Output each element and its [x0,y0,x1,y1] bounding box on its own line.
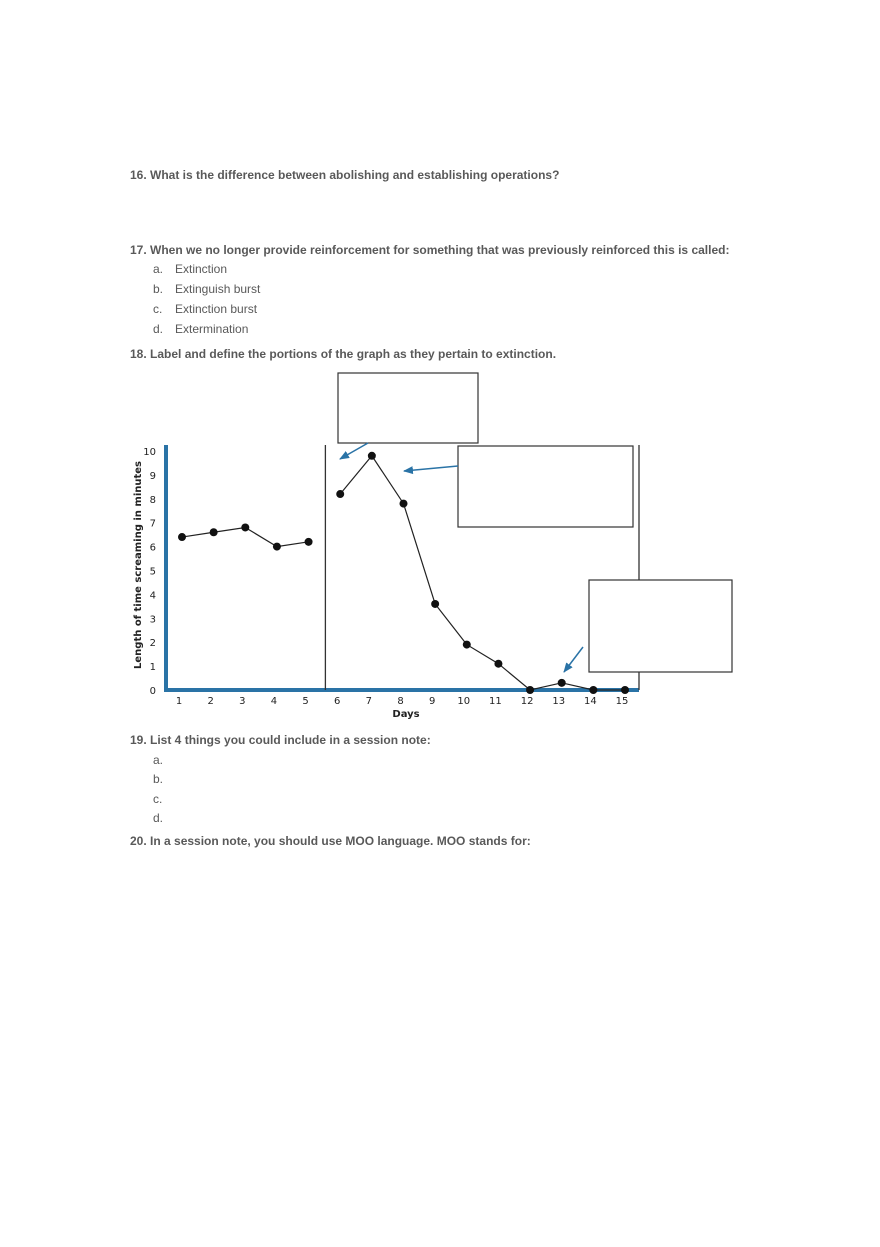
data-point [463,641,471,649]
option-text: Extermination [175,322,249,336]
label-box-2 [458,446,633,527]
data-point [526,686,534,694]
x-tick-label: 7 [365,696,373,707]
x-tick-label: 3 [239,696,246,707]
label-box-3 [589,580,732,672]
data-point [368,452,376,460]
data-point [241,523,249,531]
x-tick-label: 4 [270,696,278,707]
y-tick-label: 3 [149,614,156,626]
option-letter: a. [153,262,164,276]
question-19: 19. List 4 things you could include in a session note: [130,733,431,747]
y-tick-label: 2 [149,638,156,650]
x-tick-label: 14 [583,696,597,707]
arrow-to-box-2 [404,466,458,471]
y-tick-label: 6 [149,542,156,554]
data-point [178,533,186,541]
y-tick-label: 8 [149,494,156,506]
y-tick-label: 7 [149,518,156,530]
option-text: Extinguish burst [175,282,261,296]
x-tick-label: 8 [397,696,404,707]
question-20: 20. In a session note, you should use MOO language. MOO stands for: [130,834,531,848]
option-text: Extinction [175,262,228,276]
x-tick-label: 1 [175,696,183,707]
x-tick-label: 12 [520,696,534,707]
option-letter: b. [153,282,164,296]
data-point [210,528,218,536]
y-tick-label: 0 [149,686,156,697]
y-tick-label: 1 [149,662,156,674]
y-tick-label: 10 [143,447,156,458]
x-tick-label: 13 [552,696,566,707]
y-tick-label: 9 [149,470,156,482]
x-tick-label: 5 [302,696,309,707]
option-letter: c. [153,792,163,806]
data-point [336,490,344,498]
option-letter: a. [153,753,164,767]
x-tick-label: 15 [615,696,629,707]
y-axis-title: Length of time screaming in minutes [133,461,144,669]
y-tick-label: 5 [149,566,156,578]
x-tick-label: 10 [457,696,471,707]
data-point [558,679,566,687]
arrow-to-box-1 [340,443,368,459]
option-letter: d. [153,322,164,336]
data-point [494,660,502,668]
x-tick-label: 2 [207,696,214,707]
question-18: 18. Label and define the portions of the graph as they pertain to extinction. [130,347,557,361]
option-text: Extinction burst [175,302,258,316]
question-17: 17. When we no longer provide reinforcement for something that was previously reinforced this is called: [130,243,730,257]
data-point [621,686,629,694]
option-letter: d. [153,811,164,825]
data-point [400,500,408,508]
x-tick-label: 9 [428,696,436,707]
question-16: 16. What is the difference between abolishing and establishing operations? [130,168,560,182]
x-axis-title: Days [392,709,420,720]
option-letter: b. [153,772,164,786]
x-tick-label: 6 [334,696,341,707]
arrow-to-box-3 [564,647,583,672]
option-letter: c. [153,302,163,316]
data-point [305,538,313,546]
data-point [273,543,281,551]
y-tick-label: 4 [149,590,156,602]
data-point [589,686,597,694]
x-tick-label: 11 [489,696,502,707]
label-box-1 [338,373,478,443]
data-point [431,600,439,608]
